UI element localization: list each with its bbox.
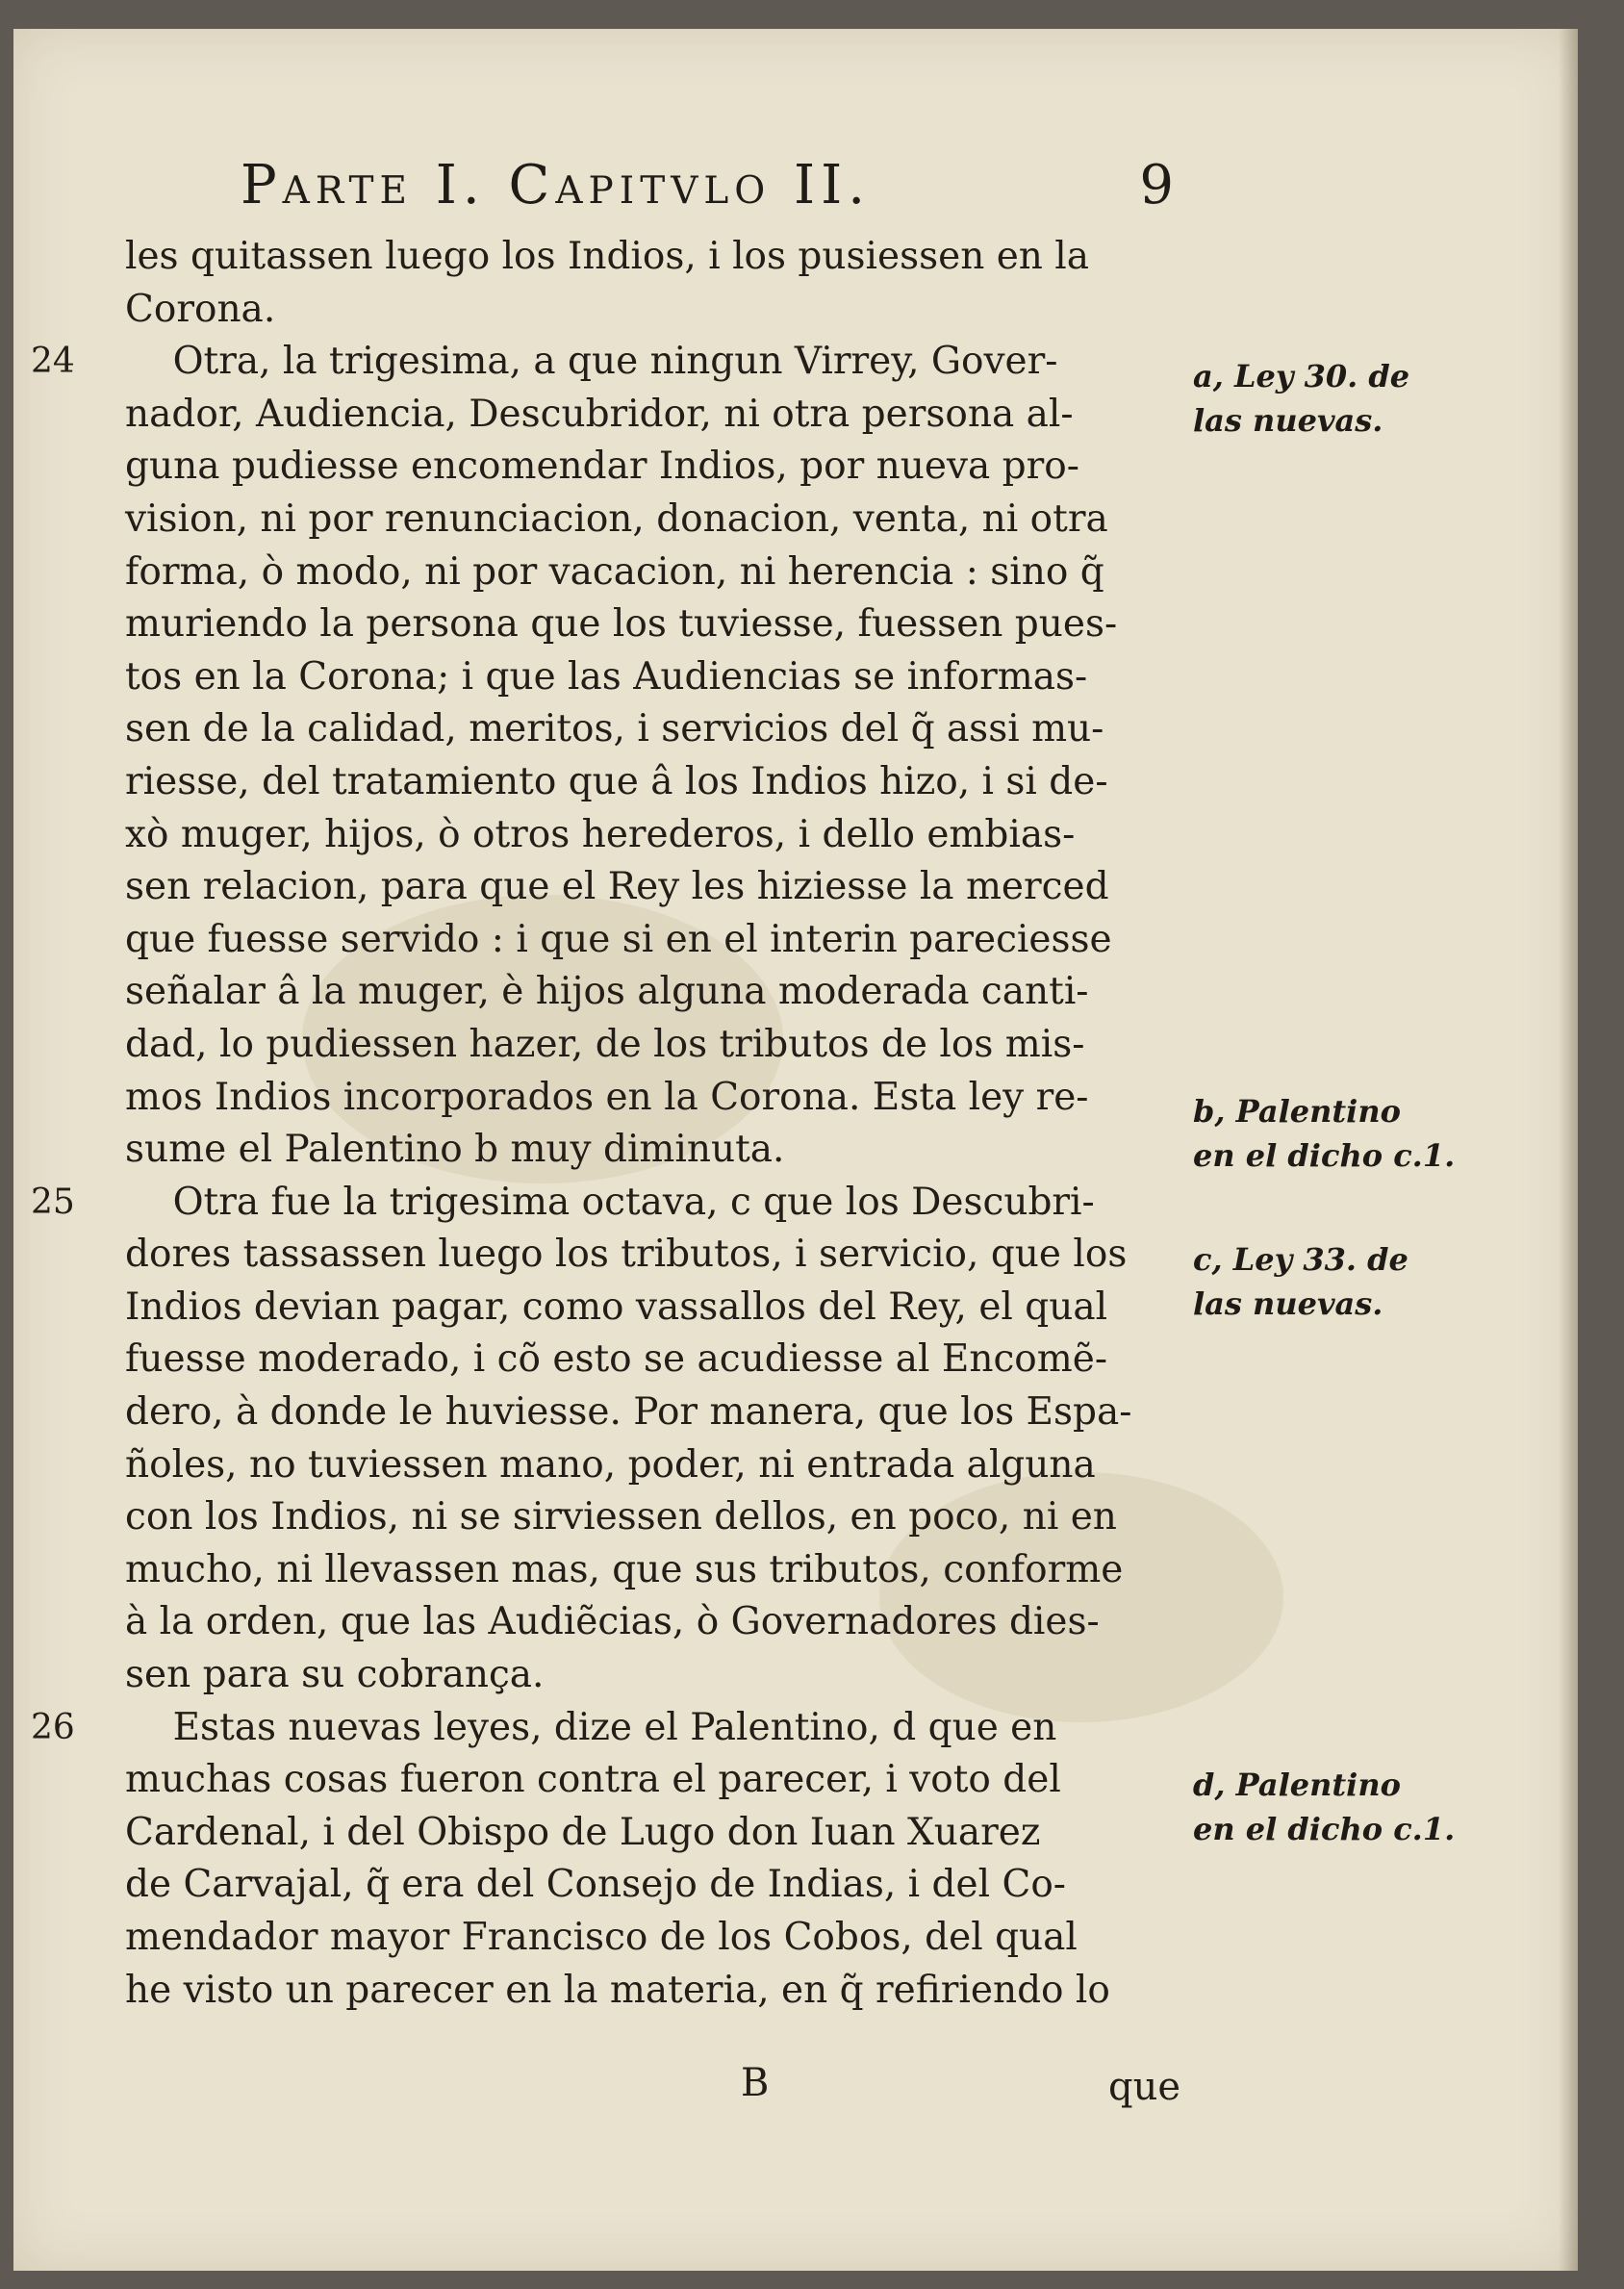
side-note-line: b, Palentino <box>1193 1093 1401 1130</box>
line-text: dad, lo pudiessen hazer, de los tributos de los mis- <box>125 1022 1085 1066</box>
text-line <box>125 809 1203 862</box>
text-line <box>125 1282 1203 1335</box>
line-text: Cardenal, i del Obispo de Lugo don Iuan Xuarez <box>125 1810 1041 1854</box>
paragraph-number: 26 <box>31 1707 75 1747</box>
text-line <box>125 1072 1203 1125</box>
text-line <box>125 231 1203 284</box>
text-line <box>125 1019 1203 1072</box>
text-line <box>125 1491 1203 1544</box>
line-text: Otra, la trigesima, a que ningun Virrey, Gover- <box>125 340 1058 384</box>
main-text-block <box>31 231 1203 2017</box>
line-text: señalar â la muger, è hijos alguna moderada canti- <box>125 970 1089 1014</box>
text-line <box>125 966 1203 1019</box>
text-line <box>125 494 1203 547</box>
text-line <box>125 914 1203 967</box>
line-text: sen de la calidad, meritos, i servicios del q̃ assi mu- <box>125 707 1104 751</box>
line-text: de Carvajal, q̃ era del Consejo de Indias, i del Co- <box>125 1863 1066 1907</box>
line-text: fuesse moderado, i cõ esto se acudiesse al Encomẽ- <box>125 1337 1108 1382</box>
side-note-line: en el dicho c.1. <box>1193 1811 1456 1847</box>
line-text: sume el Palentino b muy diminuta. <box>125 1128 785 1172</box>
side-note-line: en el dicho c.1. <box>1193 1137 1456 1174</box>
line-text: sen para su cobrança. <box>125 1653 545 1697</box>
line-text: muriendo la persona que los tuviesse, fuessen pues- <box>125 602 1118 647</box>
line-text: que fuesse servido : i que si en el interin pareciesse <box>125 917 1112 961</box>
paragraph-number: 25 <box>31 1182 75 1222</box>
side-note-c <box>1193 1237 1408 1326</box>
text-line <box>125 598 1203 651</box>
paragraph-number: 24 <box>31 342 75 382</box>
signature-mark: B <box>741 2061 770 2105</box>
text-line <box>125 756 1203 809</box>
page-edge-shadow <box>1559 29 1578 2271</box>
side-note-line: d, Palentino <box>1193 1767 1401 1803</box>
line-text: nador, Audiencia, Descubridor, ni otra persona al- <box>125 392 1074 436</box>
text-line <box>31 1702 1203 1755</box>
text-line <box>125 1807 1203 1860</box>
line-text: ñoles, no tuviessen mano, poder, ni entrada alguna <box>125 1442 1096 1487</box>
line-text: Indios devian pagar, como vassallos del Rey, el qual <box>125 1284 1108 1329</box>
text-line <box>125 1439 1203 1492</box>
text-line <box>125 861 1203 914</box>
line-text: les quitassen luego los Indios, i los pusiessen en la <box>125 235 1090 278</box>
side-note-line: c, Ley 33. de <box>1193 1241 1408 1278</box>
side-note-line: las nuevas. <box>1193 1285 1383 1322</box>
line-text: he visto un parecer en la materia, en q̃ refiriendo lo <box>125 1968 1110 2012</box>
text-line <box>125 1544 1203 1597</box>
text-line <box>125 1649 1203 1702</box>
line-text: Estas nuevas leyes, dize el Palentino, d que en <box>125 1705 1057 1749</box>
line-text: con los Indios, ni se sirviessen dellos, en poco, ni en <box>125 1495 1117 1539</box>
running-head-title: Parte I. Capitvlo II. <box>241 154 872 216</box>
catchword: que <box>1108 2065 1181 2109</box>
line-text: dero, à donde le huviesse. Por manera, que los Espa- <box>125 1390 1132 1435</box>
line-text: vision, ni por renunciacion, donacion, venta, ni otra <box>125 496 1108 541</box>
side-note-d <box>1193 1763 1455 1851</box>
text-line <box>125 1386 1203 1439</box>
text-line <box>125 1334 1203 1386</box>
text-line <box>125 1859 1203 1912</box>
line-text: Corona. <box>125 287 276 331</box>
running-head <box>241 154 1174 221</box>
text-line <box>125 1596 1203 1649</box>
text-line <box>125 1965 1203 2018</box>
text-line <box>31 1177 1203 1230</box>
text-line <box>125 284 1203 337</box>
text-line <box>125 1124 1203 1177</box>
line-text: Otra fue la trigesima octava, c que los Descubri- <box>125 1180 1095 1224</box>
line-text: à la orden, que las Audiẽcias, ò Governadores dies- <box>125 1600 1100 1644</box>
line-text: xò muger, hijos, ò otros herederos, i dello embias- <box>125 812 1076 856</box>
text-line <box>125 441 1203 494</box>
line-text: mendador mayor Francisco de los Cobos, del qual <box>125 1916 1078 1959</box>
text-line <box>125 651 1203 704</box>
line-text: guna pudiesse encomendar Indios, por nueva pro- <box>125 445 1079 489</box>
line-text: mucho, ni llevassen mas, que sus tributos, conforme <box>125 1547 1124 1591</box>
side-note-line: las nuevas. <box>1193 402 1383 439</box>
text-line <box>125 703 1203 756</box>
text-line <box>125 389 1203 442</box>
line-text: sen relacion, para que el Rey les hiziesse la merced <box>125 865 1109 909</box>
line-text: forma, ò modo, ni por vacacion, ni herencia : sino q̃ <box>125 549 1104 594</box>
line-text: mos Indios incorporados en la Corona. Esta ley re- <box>125 1075 1089 1119</box>
line-text: dores tassassen luego los tributos, i servicio, que los <box>125 1233 1128 1277</box>
text-line <box>31 336 1203 389</box>
folio-number: 9 <box>1139 154 1174 216</box>
side-note-a <box>1193 354 1409 443</box>
side-note-line: a, Ley 30. de <box>1193 358 1410 394</box>
text-line <box>125 1229 1203 1282</box>
text-line <box>125 1912 1203 1965</box>
line-text: muchas cosas fueron contra el parecer, i voto del <box>125 1758 1061 1802</box>
text-line <box>125 547 1203 599</box>
line-text: riesse, del tratamiento que â los Indios hizo, i si de- <box>125 759 1108 803</box>
side-note-b <box>1193 1089 1455 1178</box>
line-text: tos en la Corona; i que las Audiencias se informas- <box>125 654 1088 699</box>
text-line <box>125 1754 1203 1807</box>
